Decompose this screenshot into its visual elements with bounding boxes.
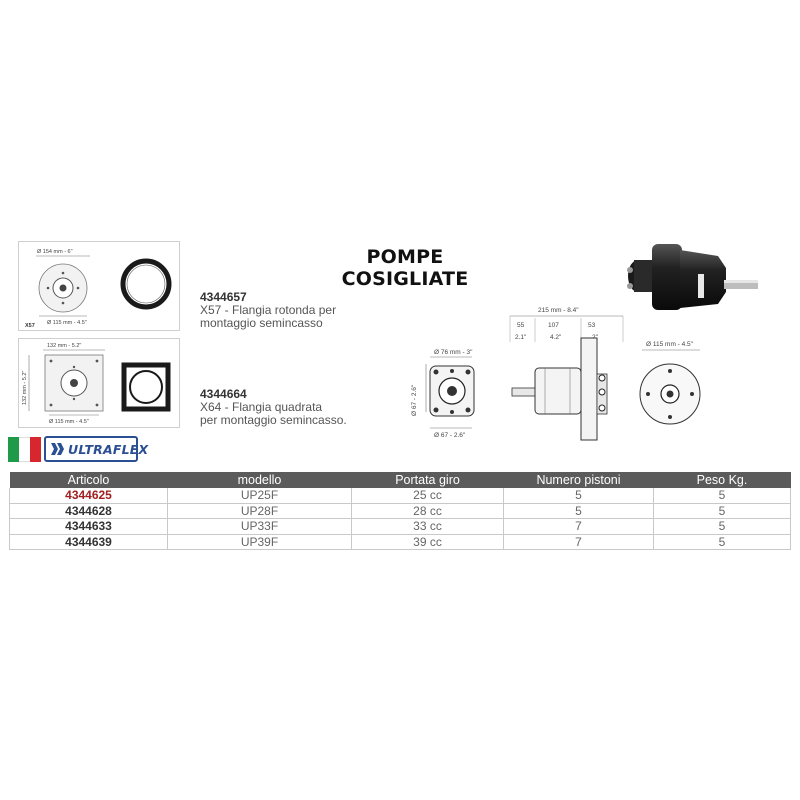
seg3-dim: 53 (588, 322, 596, 329)
round-flange-desc-line1: X57 - Flangia rotonda per (200, 303, 337, 317)
round-flange-dim-top: Ø 154 mm - 6" (37, 249, 73, 255)
cell-peso: 5 (654, 488, 791, 503)
round-flange-code: 4344657 (200, 290, 247, 304)
flag-green-stripe (8, 437, 19, 462)
col-header-modello: modello (168, 472, 352, 488)
front-bottom-dim: Ø 67 - 2.6" (434, 432, 466, 439)
cell-peso: 5 (654, 519, 791, 535)
round-flange-info (200, 291, 336, 330)
col-header-portata: Portata giro (352, 472, 504, 488)
cell-portata: 28 cc (352, 503, 504, 519)
round-flange-desc-line2: montaggio semincasso (200, 316, 323, 330)
col-header-pistoni: Numero pistoni (504, 472, 654, 488)
seg2-dim: 107 (548, 322, 559, 329)
cell-pistoni: 7 (504, 519, 654, 535)
italian-flag-icon (8, 437, 41, 462)
square-flange-drawing (18, 338, 180, 428)
seg1-inch-dim: 2.1" (515, 334, 527, 341)
square-flange-desc-line1: X64 - Flangia quadrata (200, 400, 323, 414)
cell-articolo: 4344628 (10, 503, 168, 519)
overall-length-dim: 215 mm - 8.4" (538, 307, 579, 314)
cell-pistoni: 5 (504, 488, 654, 503)
col-header-articolo: Articolo (10, 472, 168, 488)
cell-portata: 25 cc (352, 488, 504, 503)
round-flange-drawing (18, 241, 180, 331)
cell-pistoni: 5 (504, 503, 654, 519)
front-side-dim: Ø 67 - 2.6" (411, 384, 418, 416)
ultraflex-logo-mark-icon (50, 441, 65, 457)
cell-articolo: 4344625 (10, 488, 168, 503)
col-header-peso: Peso Kg. (654, 472, 791, 488)
square-flange-dim-bottom: Ø 115 mm - 4.5" (49, 419, 89, 425)
flag-red-stripe (30, 437, 41, 462)
ultraflex-logo-text: ULTRAFLEX (68, 441, 149, 457)
table-row (10, 488, 791, 503)
ultraflex-logo (44, 436, 149, 462)
round-flange-dim-bottom: Ø 115 mm - 4.5" (47, 320, 87, 326)
flag-white-stripe (19, 437, 30, 462)
seg1-dim: 55 (517, 322, 525, 329)
table-row (10, 534, 791, 550)
square-flange-code: 4344664 (200, 387, 247, 401)
cell-articolo: 4344639 (10, 534, 168, 550)
pump-product-image (618, 238, 768, 323)
cell-modello: UP39F (168, 534, 352, 550)
table-row (10, 519, 791, 535)
front-top-dim: Ø 76 mm - 3" (434, 349, 473, 356)
cell-modello: UP28F (168, 503, 352, 519)
page-title: POMPE COSIGLIATE (341, 246, 469, 290)
square-flange-desc-line2: per montaggio semincasso. (200, 413, 347, 427)
square-flange-dim-top: 132 mm - 5.2" (47, 343, 82, 349)
seg2-inch-dim: 4.2" (550, 334, 562, 341)
round-flange-tag: X57 (25, 323, 35, 329)
cell-portata: 39 cc (352, 534, 504, 550)
cell-modello: UP33F (168, 519, 352, 535)
cell-pistoni: 7 (504, 534, 654, 550)
table-row (10, 503, 791, 519)
cell-peso: 5 (654, 503, 791, 519)
table-header-row (10, 472, 791, 488)
cell-articolo: 4344633 (10, 519, 168, 535)
square-flange-info (200, 388, 347, 427)
square-flange-dim-side: 132 mm - 5.2" (22, 370, 28, 405)
cell-modello: UP25F (168, 488, 352, 503)
cell-peso: 5 (654, 534, 791, 550)
cell-portata: 33 cc (352, 519, 504, 535)
pump-spec-table (9, 472, 791, 550)
rear-top-dim: Ø 115 mm - 4.5" (646, 341, 693, 348)
